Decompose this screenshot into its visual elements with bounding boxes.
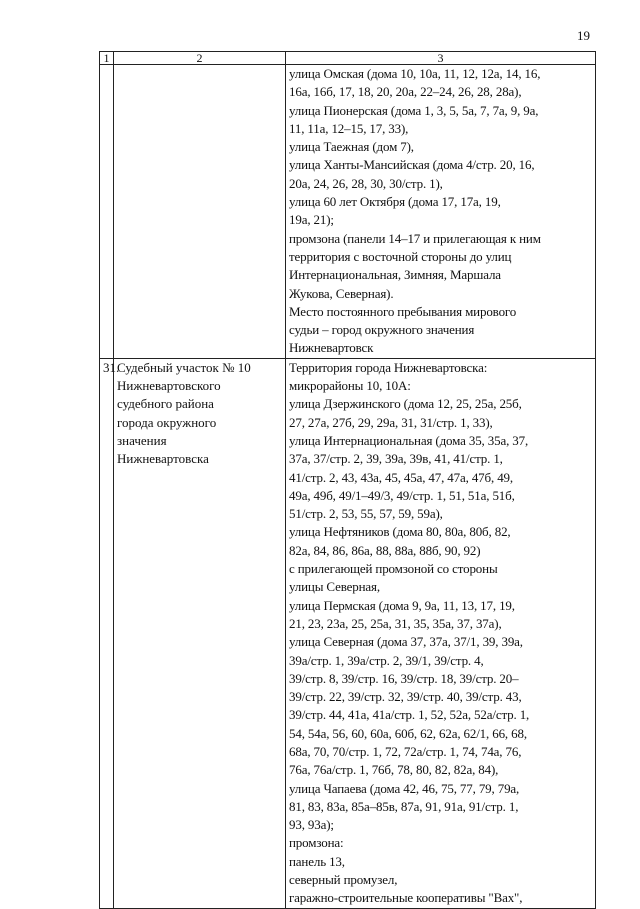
territory-line: улица Дзержинского (дома 12, 25, 25а, 25б, (289, 396, 522, 412)
territory-line: улица Ханты-Мансийская (дома 4/стр. 20, 16, (289, 157, 535, 173)
territory-line: микрорайоны 10, 10А: (289, 378, 411, 394)
territory-line: 54, 54а, 56, 60, 60а, 60б, 62, 62а, 62/1, 66, 68, (289, 725, 527, 741)
territory-line: промзона (панели 14–17 и прилегающая к ним (289, 230, 541, 246)
territory-line: улица Пермская (дома 9, 9а, 11, 13, 17, 19, (289, 597, 515, 613)
table-row (100, 358, 596, 908)
territory-line: улица Нефтяников (дома 80, 80а, 80б, 82, (289, 524, 511, 540)
territory-line: 39/стр. 22, 39/стр. 32, 39/стр. 40, 39/стр. 43, (289, 689, 522, 705)
territory-line: 19а, 21); (289, 212, 334, 228)
row-number-cell (100, 358, 120, 908)
district-name-line: города окружного (117, 414, 217, 430)
territory-line: 21, 23, 23а, 25, 25а, 31, 35, 35а, 37, 37а), (289, 615, 502, 631)
territory-line: 16а, 16б, 17, 18, 20, 20а, 22–24, 26, 28, 28а), (289, 84, 522, 100)
territory-line: 51/стр. 2, 53, 55, 57, 59, 59а), (289, 506, 443, 522)
territory-line: 49а, 49б, 49/1–49/3, 49/стр. 1, 51, 51а, 51б, (289, 487, 515, 503)
territory-line: 39/стр. 8, 39/стр. 16, 39/стр. 18, 39/стр. 20– (289, 670, 519, 686)
territory-line: с прилегающей промзоной со стороны (289, 561, 498, 577)
row-number-cell (100, 65, 114, 359)
territory-line: Территория города Нижневартовска: (289, 359, 488, 375)
territory-line: 93, 93а); (289, 817, 334, 833)
territory-line: 39а/стр. 1, 39а/стр. 2, 39/1, 39/стр. 4, (289, 652, 484, 668)
territory-line: улица Чапаева (дома 42, 46, 75, 77, 79, 79а, (289, 780, 520, 796)
district-name-line: значения (117, 432, 167, 448)
territory-line: 37а, 37/стр. 2, 39, 39а, 39в, 41, 41/стр. 1, (289, 451, 503, 467)
territory-line: судьи – город окружного значения (289, 322, 475, 338)
territory-line: 82а, 84, 86, 86а, 88, 88а, 88б, 90, 92) (289, 542, 481, 558)
territory-line: гаражно-строительные кооперативы "Вах", (289, 890, 523, 906)
territory-line: 11, 11а, 12–15, 17, 33), (289, 120, 409, 136)
territory-line: 20а, 24, 26, 28, 30, 30/стр. 1), (289, 175, 443, 191)
district-name-line: Судебный участок № 10 (117, 359, 251, 375)
district-name-line: Нижневартовска (117, 451, 209, 467)
column-header-name: 2 (114, 52, 286, 65)
territory-line: Интернациональная, Зимняя, Маршала (289, 267, 501, 283)
territory-line: 39/стр. 44, 41а, 41а/стр. 1, 52, 52а, 52а/стр. 1, (289, 707, 530, 723)
territory-line: 76а, 76а/стр. 1, 76б, 78, 80, 82, 82а, 84), (289, 762, 499, 778)
territory-line: улица Омская (дома 10, 10а, 11, 12, 12а, 14, 16, (289, 66, 541, 81)
territory-line: 68а, 70, 70/стр. 1, 72, 72а/стр. 1, 74, 74а, 76, (289, 743, 522, 759)
district-name-line: судебного района (117, 396, 214, 412)
territory-line: Жукова, Северная). (289, 285, 394, 301)
territory-line: улица 60 лет Октября (дома 17, 17а, 19, (289, 194, 501, 210)
territory-line: улица Таежная (дом 7), (289, 139, 414, 155)
column-header-number: 1 (100, 52, 114, 65)
row-number: 31. (103, 359, 120, 375)
district-name-line: Нижневартовского (117, 378, 221, 394)
territory-cell (286, 65, 596, 359)
territory-line: Нижневартовск (289, 340, 374, 356)
territory-line: панель 13, (289, 853, 345, 869)
table-header-row (100, 52, 596, 65)
territory-line: улица Пионерская (дома 1, 3, 5, 5а, 7, 7а, 9, 9а, (289, 102, 539, 118)
territory-cell (286, 358, 596, 908)
district-name-cell (114, 358, 286, 908)
territory-line: 27, 27а, 27б, 29, 29а, 31, 31/стр. 1, 33), (289, 414, 493, 430)
territory-line: территория с восточной стороны до улиц (289, 248, 512, 264)
territory-line: улица Северная (дома 37, 37а, 37/1, 39, 39а, (289, 634, 523, 650)
territory-line: 81, 83, 83а, 85а–85в, 87а, 91, 91а, 91/стр. 1, (289, 798, 519, 814)
column-header-territory: 3 (286, 52, 596, 65)
territory-line: Место постоянного пребывания мирового (289, 303, 517, 319)
territory-line: улицы Северная, (289, 579, 380, 595)
territory-line: северный промузел, (289, 872, 398, 888)
territory-line: 41/стр. 2, 43, 43а, 45, 45а, 47, 47а, 47б, 49, (289, 469, 513, 485)
territory-line: промзона: (289, 835, 344, 851)
court-districts-table (99, 51, 596, 909)
territory-line: улица Интернациональная (дома 35, 35а, 37, (289, 432, 529, 448)
table-row (100, 65, 596, 359)
table-body (100, 65, 596, 909)
page-number: 19 (577, 28, 590, 43)
district-name-cell (114, 65, 286, 359)
